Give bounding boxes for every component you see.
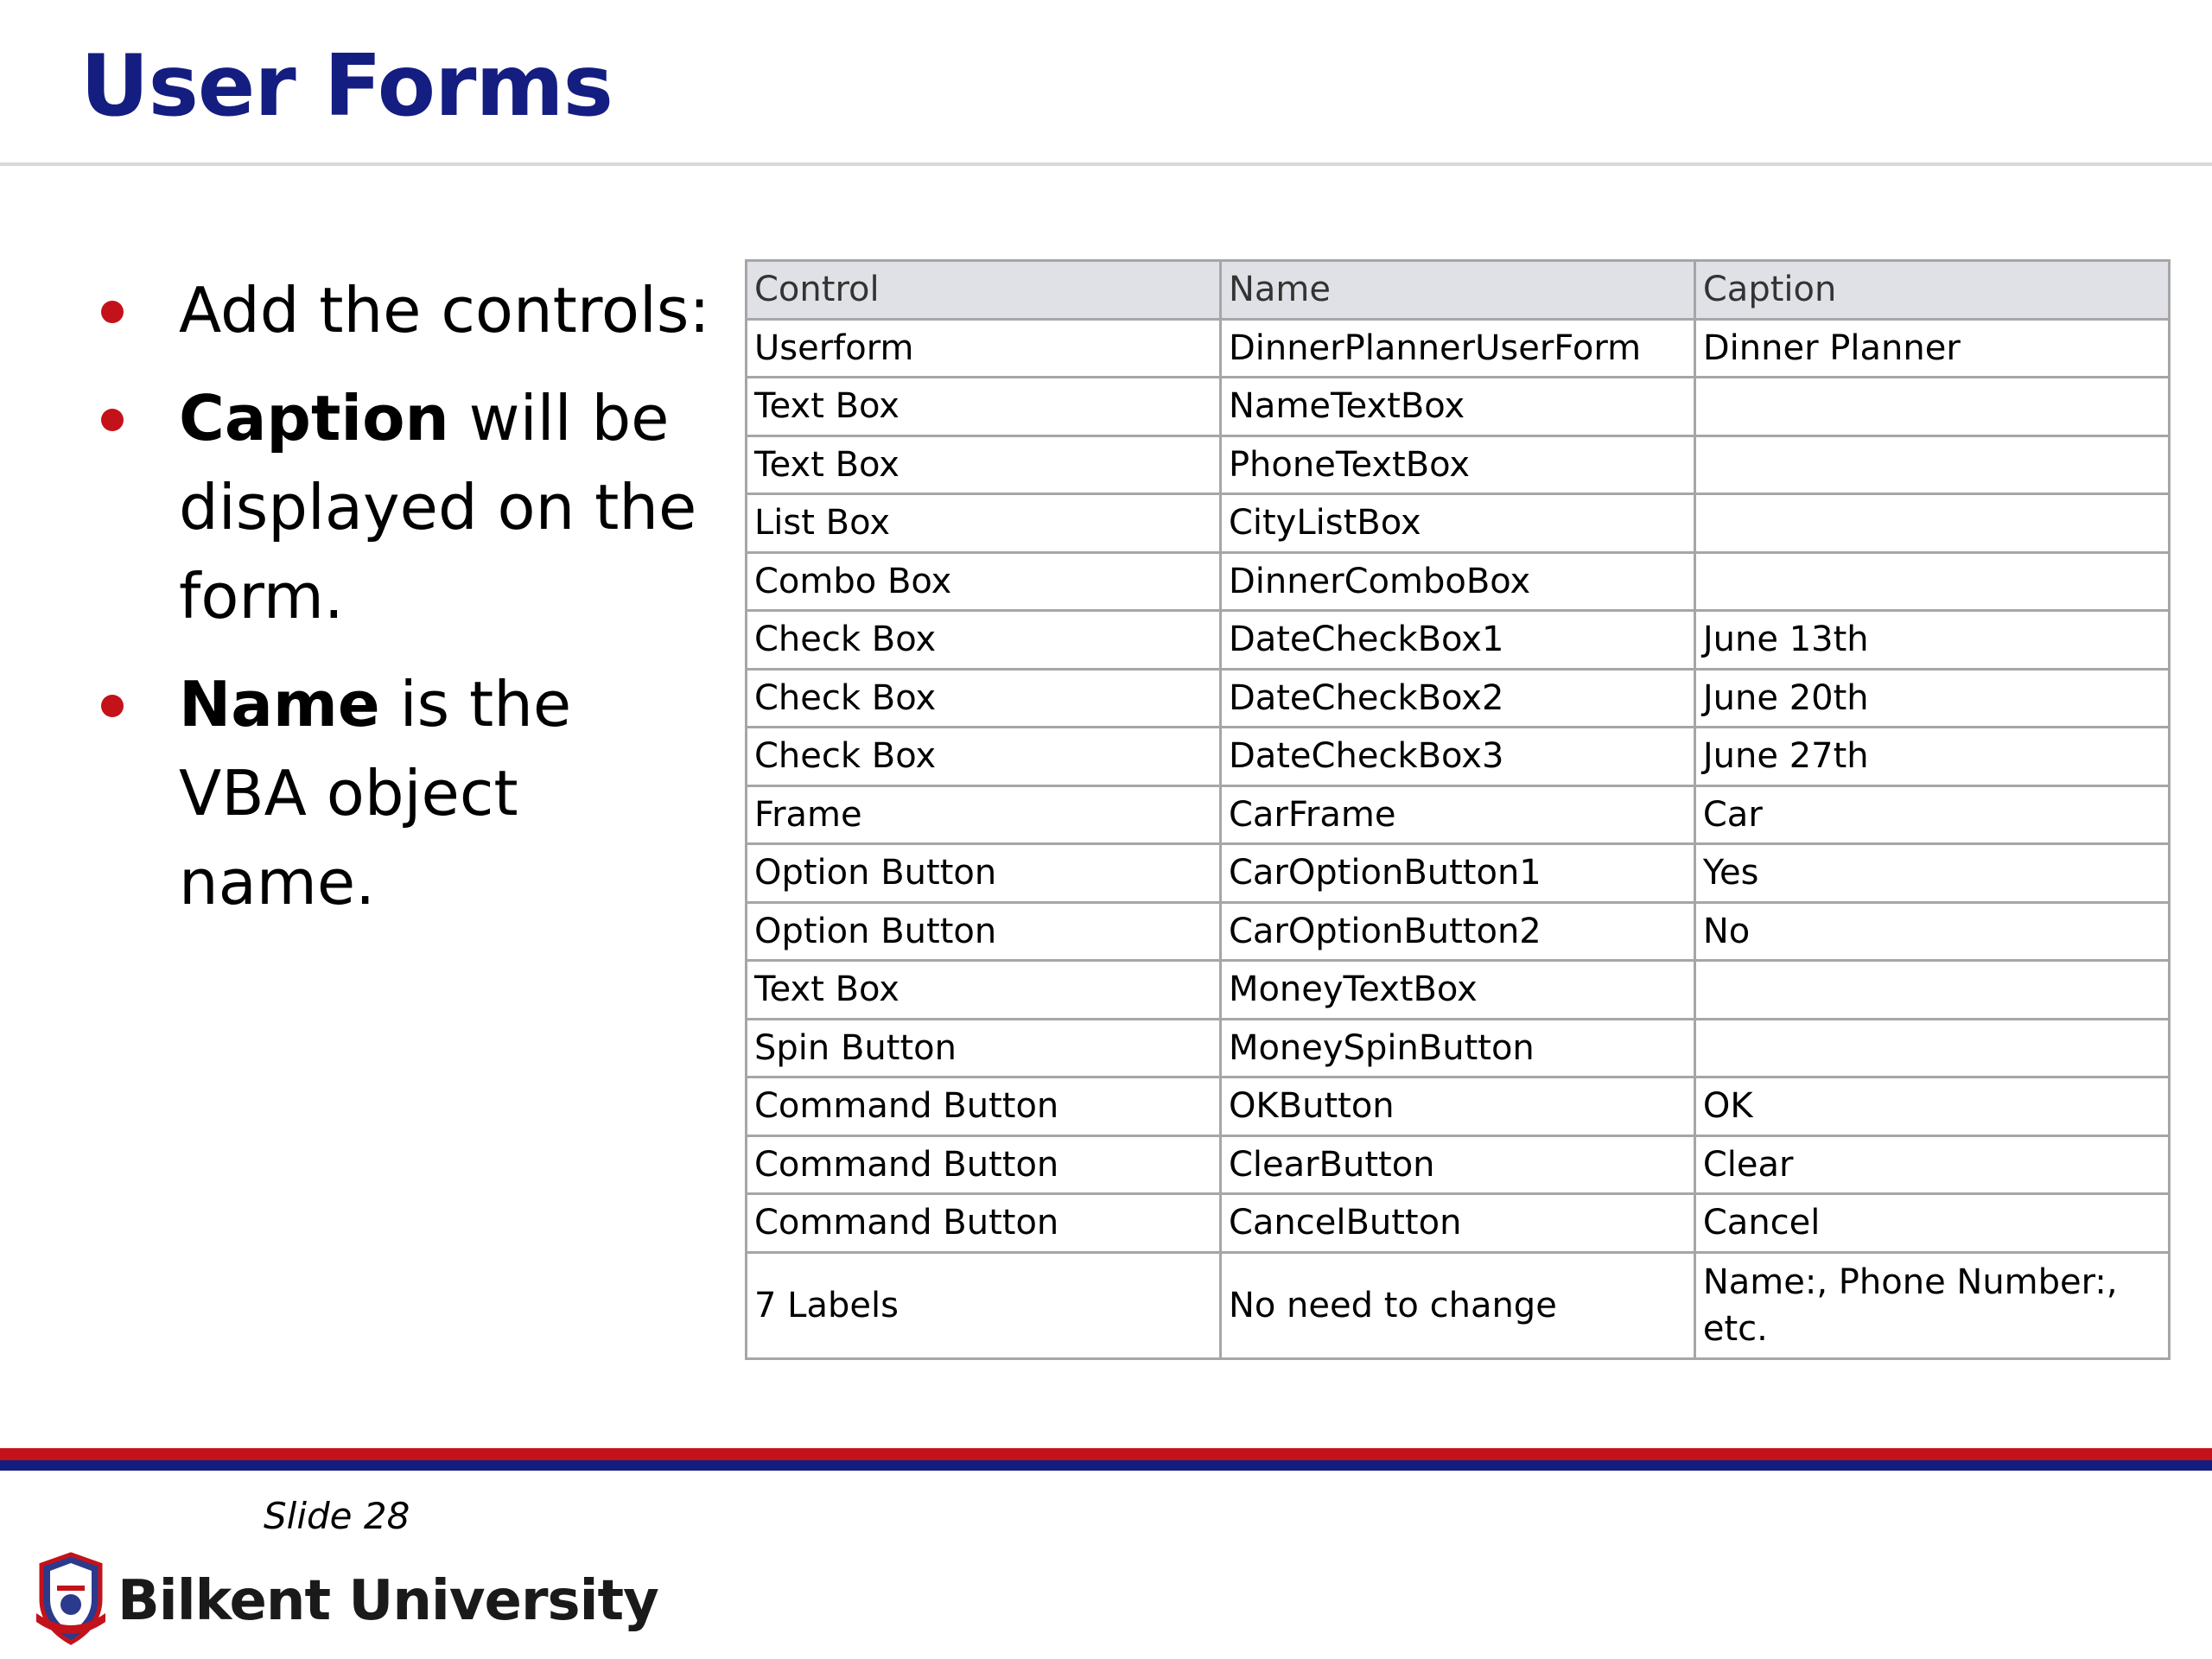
cell-name: DinnerComboBox xyxy=(1220,552,1694,611)
table-header-row xyxy=(747,261,2170,320)
cell-caption: Name:, Phone Number:, etc. xyxy=(1694,1252,2169,1358)
bullet-rest: will be displayed on the form. xyxy=(179,382,697,632)
cell-caption: Car xyxy=(1694,785,2169,844)
bullet-item xyxy=(95,374,717,641)
bullet-text xyxy=(179,274,710,346)
cell-caption: June 20th xyxy=(1694,669,2169,728)
controls-table-wrapper xyxy=(745,259,2171,1360)
table-row xyxy=(747,611,2170,670)
cell-caption: Dinner Planner xyxy=(1694,319,2169,378)
cell-name: DateCheckBox3 xyxy=(1220,728,1694,786)
table-row xyxy=(747,961,2170,1020)
cell-caption xyxy=(1694,494,2169,553)
table-row xyxy=(747,785,2170,844)
cell-control: Combo Box xyxy=(747,552,1221,611)
cell-caption: Clear xyxy=(1694,1135,2169,1194)
cell-caption: OK xyxy=(1694,1077,2169,1136)
university-name: Bilkent University xyxy=(118,1569,658,1633)
bullet-rest: is the VBA object name. xyxy=(179,668,572,918)
table-row xyxy=(747,669,2170,728)
header-caption: Caption xyxy=(1694,261,2169,320)
cell-caption xyxy=(1694,1019,2169,1077)
cell-name: No need to change xyxy=(1220,1252,1694,1358)
bullet-item xyxy=(95,266,717,355)
cell-caption xyxy=(1694,552,2169,611)
cell-caption: Cancel xyxy=(1694,1194,2169,1253)
table-row xyxy=(747,494,2170,553)
bullet-text xyxy=(179,382,696,632)
table-row xyxy=(747,844,2170,903)
table-row xyxy=(747,1077,2170,1136)
table-row xyxy=(747,435,2170,494)
cell-caption: June 13th xyxy=(1694,611,2169,670)
table-row xyxy=(747,319,2170,378)
cell-caption xyxy=(1694,378,2169,436)
title-divider xyxy=(0,162,2212,166)
cell-control: Text Box xyxy=(747,435,1221,494)
university-logo xyxy=(31,1551,658,1648)
bullet-rest: Add the controls: xyxy=(179,274,710,346)
cell-control: Frame xyxy=(747,785,1221,844)
table-row xyxy=(747,902,2170,961)
cell-name: MoneySpinButton xyxy=(1220,1019,1694,1077)
bullet-text xyxy=(179,668,571,918)
cell-name: CancelButton xyxy=(1220,1194,1694,1253)
bullet-bold: Caption xyxy=(179,382,449,454)
cell-control: Command Button xyxy=(747,1194,1221,1253)
table-row xyxy=(747,1019,2170,1077)
cell-name: CarOptionButton2 xyxy=(1220,902,1694,961)
cell-control: Spin Button xyxy=(747,1019,1221,1077)
cell-name: DateCheckBox1 xyxy=(1220,611,1694,670)
slide-title: User Forms xyxy=(80,37,613,136)
table-row xyxy=(747,378,2170,436)
cell-control: Check Box xyxy=(747,728,1221,786)
bullet-list xyxy=(95,266,717,946)
cell-control: Check Box xyxy=(747,611,1221,670)
bullet-item xyxy=(95,660,717,927)
header-control: Control xyxy=(747,261,1221,320)
bullet-bold: Name xyxy=(179,668,380,741)
cell-name: PhoneTextBox xyxy=(1220,435,1694,494)
cell-control: Text Box xyxy=(747,378,1221,436)
cell-name: CarFrame xyxy=(1220,785,1694,844)
cell-control: List Box xyxy=(747,494,1221,553)
cell-name: ClearButton xyxy=(1220,1135,1694,1194)
table-row xyxy=(747,552,2170,611)
cell-name: DinnerPlannerUserForm xyxy=(1220,319,1694,378)
table-row xyxy=(747,1194,2170,1253)
slide-number: Slide 28 xyxy=(264,1495,410,1537)
cell-control: Command Button xyxy=(747,1077,1221,1136)
cell-name: MoneyTextBox xyxy=(1220,961,1694,1020)
cell-name: CarOptionButton1 xyxy=(1220,844,1694,903)
cell-control: Option Button xyxy=(747,844,1221,903)
table-row xyxy=(747,728,2170,786)
controls-table xyxy=(745,259,2171,1360)
bullet-dot-icon xyxy=(101,695,124,717)
cell-caption xyxy=(1694,435,2169,494)
cell-caption: Yes xyxy=(1694,844,2169,903)
cell-control: Command Button xyxy=(747,1135,1221,1194)
cell-name: NameTextBox xyxy=(1220,378,1694,436)
header-name: Name xyxy=(1220,261,1694,320)
cell-control: Text Box xyxy=(747,961,1221,1020)
footer-bar-red xyxy=(0,1448,2212,1460)
cell-control: Check Box xyxy=(747,669,1221,728)
cell-control: Userform xyxy=(747,319,1221,378)
cell-control: 7 Labels xyxy=(747,1252,1221,1358)
cell-name: OKButton xyxy=(1220,1077,1694,1136)
cell-control: Option Button xyxy=(747,902,1221,961)
bullet-dot-icon xyxy=(101,409,124,431)
footer-bar-blue xyxy=(0,1460,2212,1471)
cell-caption: No xyxy=(1694,902,2169,961)
bullet-dot-icon xyxy=(101,301,124,323)
table-row xyxy=(747,1252,2170,1358)
bilkent-crest-icon xyxy=(31,1551,111,1648)
cell-caption xyxy=(1694,961,2169,1020)
cell-caption: June 27th xyxy=(1694,728,2169,786)
cell-name: DateCheckBox2 xyxy=(1220,669,1694,728)
cell-name: CityListBox xyxy=(1220,494,1694,553)
table-row xyxy=(747,1135,2170,1194)
